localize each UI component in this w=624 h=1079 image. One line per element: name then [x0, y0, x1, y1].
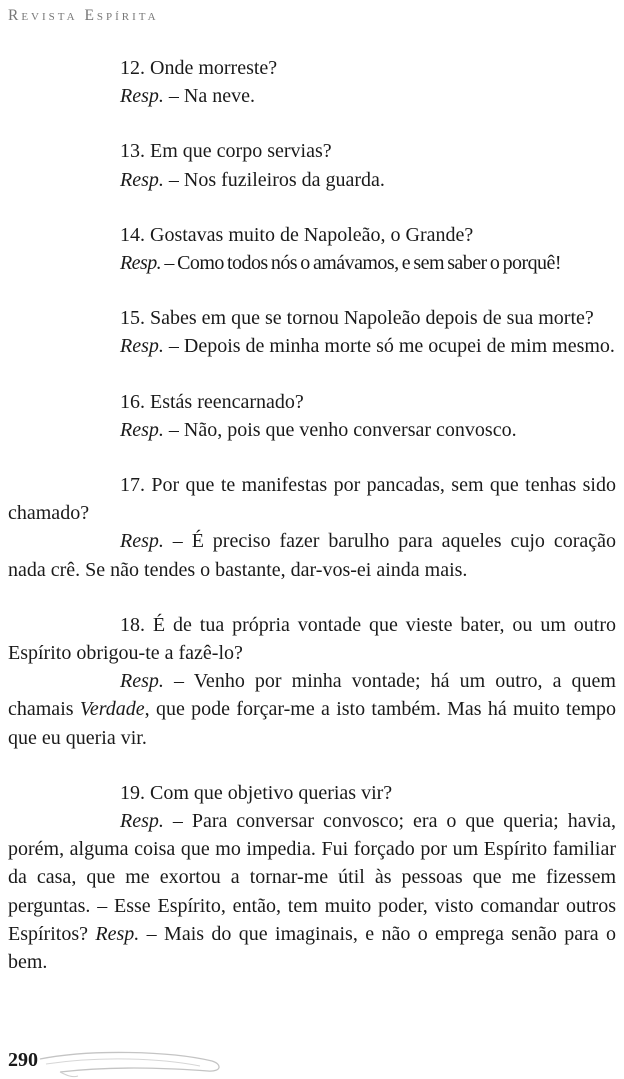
page-body	[8, 54, 616, 1003]
answer-text-12: – Na neve.	[168, 85, 255, 108]
resp-label: Resp.	[120, 168, 164, 191]
qa-item-14	[8, 221, 616, 277]
resp-label: Resp.	[120, 810, 164, 833]
question-15: 15. Sabes em que se tornou Napoleão depois de sua morte?	[120, 307, 594, 330]
answer-13	[8, 166, 616, 194]
qa-item-19	[8, 779, 616, 976]
qa-item-15	[8, 304, 616, 360]
running-head: Revista Espírita	[8, 7, 159, 24]
qa-item-18	[8, 611, 616, 752]
answer-text-18-a: – Venho por minha vontade; há um outro, a quem chamais	[8, 670, 616, 721]
answer-text-19-a: – Para conversar convosco; era o que queria; havia, porém, alguma coisa que mo impedia. Fui forçado por um Espírito familiar da casa, que me exortou a tornar-me útil às pessoas que me fizessem perguntas. – Esse Espírito, então, tem muito poder, visto comandar outros Espíritos?	[8, 810, 617, 945]
answer-14	[8, 249, 616, 277]
resp-label: Resp.	[120, 670, 164, 693]
answer-text-13: – Nos fuzileiros da guarda.	[168, 168, 385, 191]
answer-text-17: – É preciso fazer barulho para aqueles cujo coração nada crê. Se não tendes o bastante, dar-vos-ei ainda mais.	[8, 530, 616, 581]
question-13: 13. Em que corpo servias?	[120, 140, 332, 163]
qa-item-16	[8, 388, 616, 444]
resp-label-inline: Resp.	[95, 922, 140, 945]
resp-label: Resp.	[120, 530, 164, 553]
resp-label: Resp.	[120, 335, 164, 358]
qa-item-17	[8, 471, 616, 584]
resp-label: Resp.	[120, 252, 162, 275]
question-18: 18. É de tua própria vontade que vieste bater, ou um outro Espírito obrigou-te a fazê-lo?	[8, 613, 616, 665]
question-17: 17. Por que te manifestas por pancadas, sem que tenhas sido chamado?	[8, 474, 616, 525]
answer-15	[8, 332, 616, 360]
question-16: 16. Estás reencarnado?	[120, 390, 304, 413]
question-14: 14. Gostavas muito de Napoleão, o Grande?	[120, 223, 474, 246]
answer-19	[8, 807, 616, 976]
answer-12	[8, 82, 616, 110]
answer-18	[8, 667, 616, 752]
qa-item-12	[8, 54, 616, 110]
question-19: 19. Com que objetivo querias vir?	[120, 781, 393, 804]
answer-text-14: – Como todos nós o amávamos, e sem saber o porquê!	[164, 252, 561, 275]
qa-item-13	[8, 137, 616, 193]
answer-16	[8, 416, 616, 444]
answer-text-18-b: , que pode forçar-me a isto também. Mas há muito tempo que eu queria vir.	[8, 698, 617, 749]
resp-label: Resp.	[120, 85, 164, 108]
resp-label: Resp.	[120, 418, 164, 441]
answer-text-19-b: – Mais do que imaginais, e não o emprega senão para o bem.	[8, 922, 617, 974]
question-12: 12. Onde morreste?	[120, 57, 278, 79]
answer-text-16: – Não, pois que venho conversar convosco.	[168, 418, 517, 441]
answer-text-15: – Depois de minha morte só me ocupei de mim mesmo.	[168, 335, 615, 358]
answer-17	[8, 527, 616, 583]
emphasis-verdade: Verdade	[79, 698, 145, 721]
page-number: 290	[8, 1049, 38, 1071]
